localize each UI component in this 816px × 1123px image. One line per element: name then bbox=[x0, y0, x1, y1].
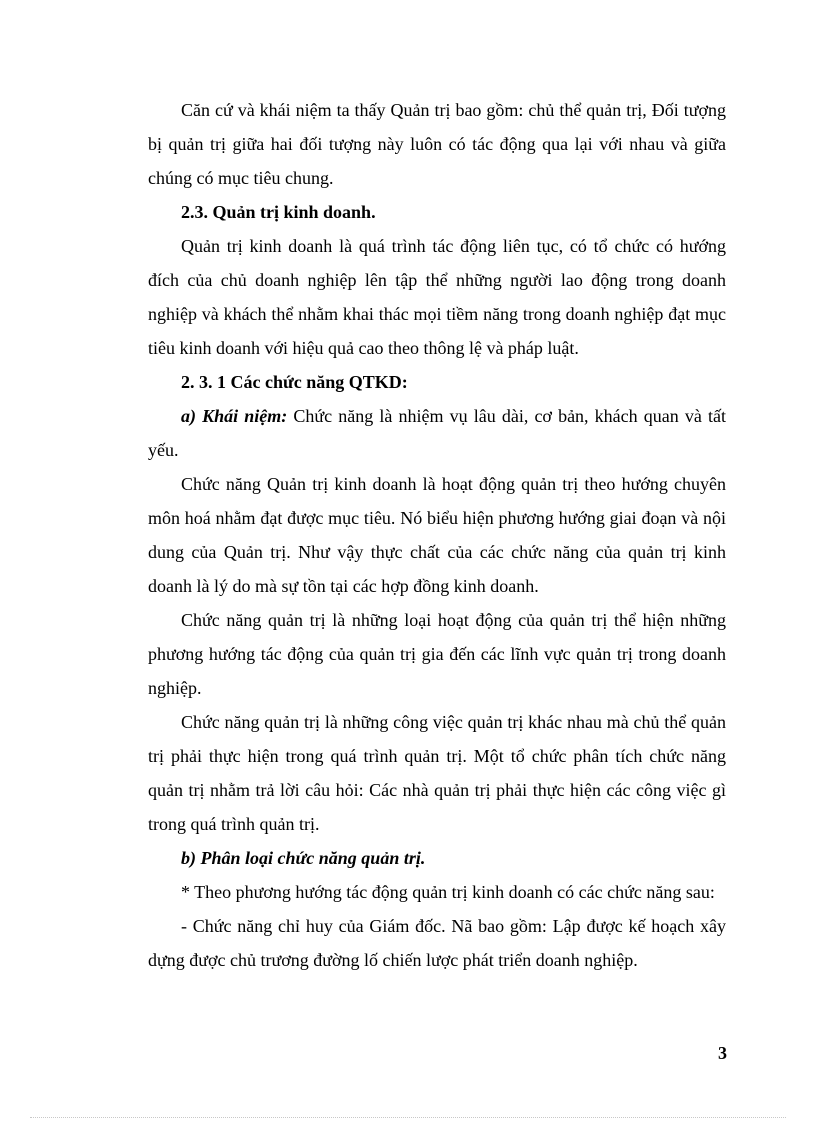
paragraph-function-direction: Chức năng quản trị là những loại hoạt động của quản trị thể hiện những phương hướng tác động của quản trị gia đến các lĩnh vực quản trị trong doanh nghiệp. bbox=[148, 610, 726, 698]
concept-text: Chức năng là nhiệm vụ lâu dài, cơ bản, khách quan và tất yếu. bbox=[148, 406, 726, 460]
paragraph-concept bbox=[148, 399, 726, 467]
paragraph-function-tasks: Chức năng quản trị là những công việc quản trị khác nhau mà chủ thể quản trị phải thực hiện trong quá trình quản trị. Một tổ chức phân tích chức năng quản trị nhằm trả lời câu hỏi: Các nhà quản trị phải thực hiện các công việc gì trong quá trình quản trị. bbox=[148, 712, 726, 834]
section-heading-business-management: 2.3. Quản trị kinh doanh. bbox=[181, 202, 376, 222]
concept-lead-label: a) Khái niệm: bbox=[181, 406, 288, 426]
paragraph-function-activity: Chức năng Quản trị kinh doanh là hoạt động quản trị theo hướng chuyên môn hoá nhằm đạt được mục tiêu. Nó biểu hiện phương hướng giai đoạn và nội dung của Quản trị. Như vậy thực chất của các chức năng của quản trị kinh doanh là lý do mà sự tồn tại các hợp đồng kinh doanh. bbox=[148, 474, 726, 596]
page-body bbox=[148, 93, 726, 977]
paragraph-management-components: Căn cứ và khái niệm ta thấy Quản trị bao gồm: chủ thể quản trị, Đối tượng bị quản trị giữa hai đối tượng này luôn có tác động qua lại với nhau và giữa chúng có mục tiêu chung. bbox=[148, 100, 726, 188]
paragraph-business-management-definition: Quản trị kinh doanh là quá trình tác động liên tục, có tổ chức có hướng đích của chủ doanh nghiệp lên tập thể những người lao động trong doanh nghiệp và khách thể nhằm khai thác mọi tiềm năng trong doanh nghiệp đạt mục tiêu kinh doanh với hiệu quả cao theo thông lệ và pháp luật. bbox=[148, 236, 726, 358]
page-bottom-divider bbox=[30, 1117, 786, 1118]
heading-function-classification: b) Phân loại chức năng quản trị. bbox=[181, 848, 426, 868]
page-number: 3 bbox=[718, 1043, 727, 1063]
paragraph-classification-intro: * Theo phương hướng tác động quản trị kinh doanh có các chức năng sau: bbox=[181, 882, 715, 902]
subsection-heading-functions: 2. 3. 1 Các chức năng QTKD: bbox=[181, 372, 408, 392]
paragraph-director-command: - Chức năng chỉ huy của Giám đốc. Nã bao gồm: Lập được kế hoạch xây dựng được chủ trương đường lố chiến lược phát triển doanh nghiệp. bbox=[148, 916, 726, 970]
